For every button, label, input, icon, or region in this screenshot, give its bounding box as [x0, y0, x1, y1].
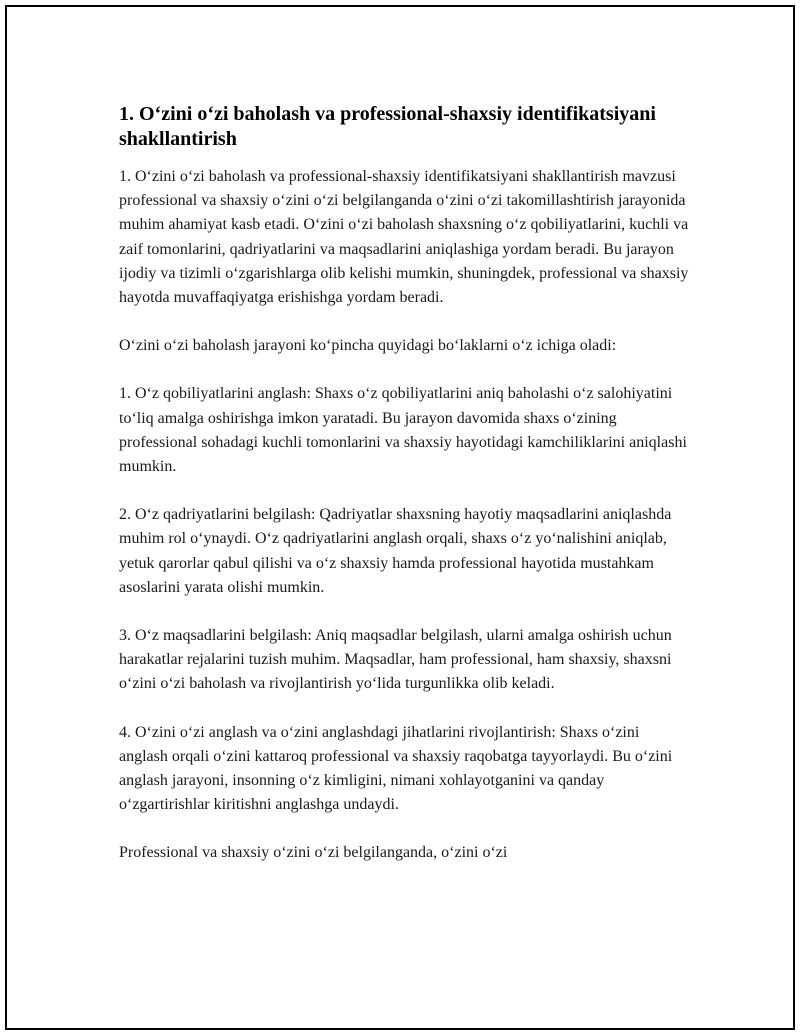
- document-heading: 1. O‘zini o‘zi baholash va professional-shaxsiy identifikatsiyani shakllantirish: [119, 103, 656, 150]
- paragraph-components-lead: O‘zini o‘zi baholash jarayoni ko‘pincha quyidagi bo‘laklarni o‘z ichiga oladi:: [119, 337, 617, 355]
- paragraph-item-2: 2. O‘z qadriyatlarini belgilash: Qadriyatlar shaxsning hayotiy maqsadlarini aniqlashda muhim rol o‘ynaydi. O‘z qadriyatlarini anglash orqali, shaxs o‘z yo‘nalishini aniqlab, yetuk qarorlar qabul qilishi va o‘z shaxsiy hamda professional hayotida mustahkam asoslarini yarata olishi mumkin.: [119, 506, 672, 596]
- paragraph-closing: Professional va shaxsiy o‘zini o‘zi belgilanganda, o‘zini o‘zi: [119, 844, 508, 862]
- paragraph-item-4: 4. O‘zini o‘zi anglash va o‘zini anglashdagi jihatlarini rivojlantirish: Shaxs o‘zini anglash orqali o‘zini kattaroq professional va shaxsiy raqobatga tayyorlaydi. Bu o‘zini anglash jarayoni, insonning o‘z kimligini, nimani xohlayotganini va qanday o‘zgartirishlar kiritishni anglashga undaydi.: [119, 723, 673, 814]
- paragraph-item-3: 3. O‘z maqsadlarini belgilash: Aniq maqsadlar belgilash, ularni amalga oshirish uchun harakatlar rejalarini tuzish muhim. Maqsadlar, ham professional, ham shaxsiy, shaxsni o‘zini o‘zi baholash va rivojlantirish yo‘lida turgunlikka olib keladi.: [119, 627, 672, 693]
- page-frame: [5, 5, 795, 1030]
- paragraph-intro: 1. O‘zini o‘zi baholash va professional-shaxsiy identifikatsiyani shakllantirish mavzusi professional va shaxsiy o‘zini o‘zi belgilanganda o‘zini o‘zi takomillashtirish jarayonida muhim ahamiyat kasb etadi. O‘zini o‘zi baholash shaxsning o‘z qobiliyatlarini, kuchli va zaif tomonlarini, qadriyatlarini va maqsadlarini aniqlashiga yordam beradi. Bu jarayon ijodiy va tizimli o‘zgarishlarga olib kelishi mumkin, shuningdek, professional va shaxsiy hayotda muvaffaqiyatga erishishga yordam beradi.: [119, 168, 689, 307]
- paragraph-item-1: 1. O‘z qobiliyatlarini anglash: Shaxs o‘z qobiliyatlarini aniq baholashi o‘z salohiyatini to‘liq amalga oshirishga imkon yaratadi. Bu jarayon davomida shaxs o‘zining professional sohadagi kuchli tomonlarini va shaxsiy hayotidagi kamchiliklarini aniqlashi mumkin.: [119, 385, 687, 476]
- document-body: [119, 102, 689, 890]
